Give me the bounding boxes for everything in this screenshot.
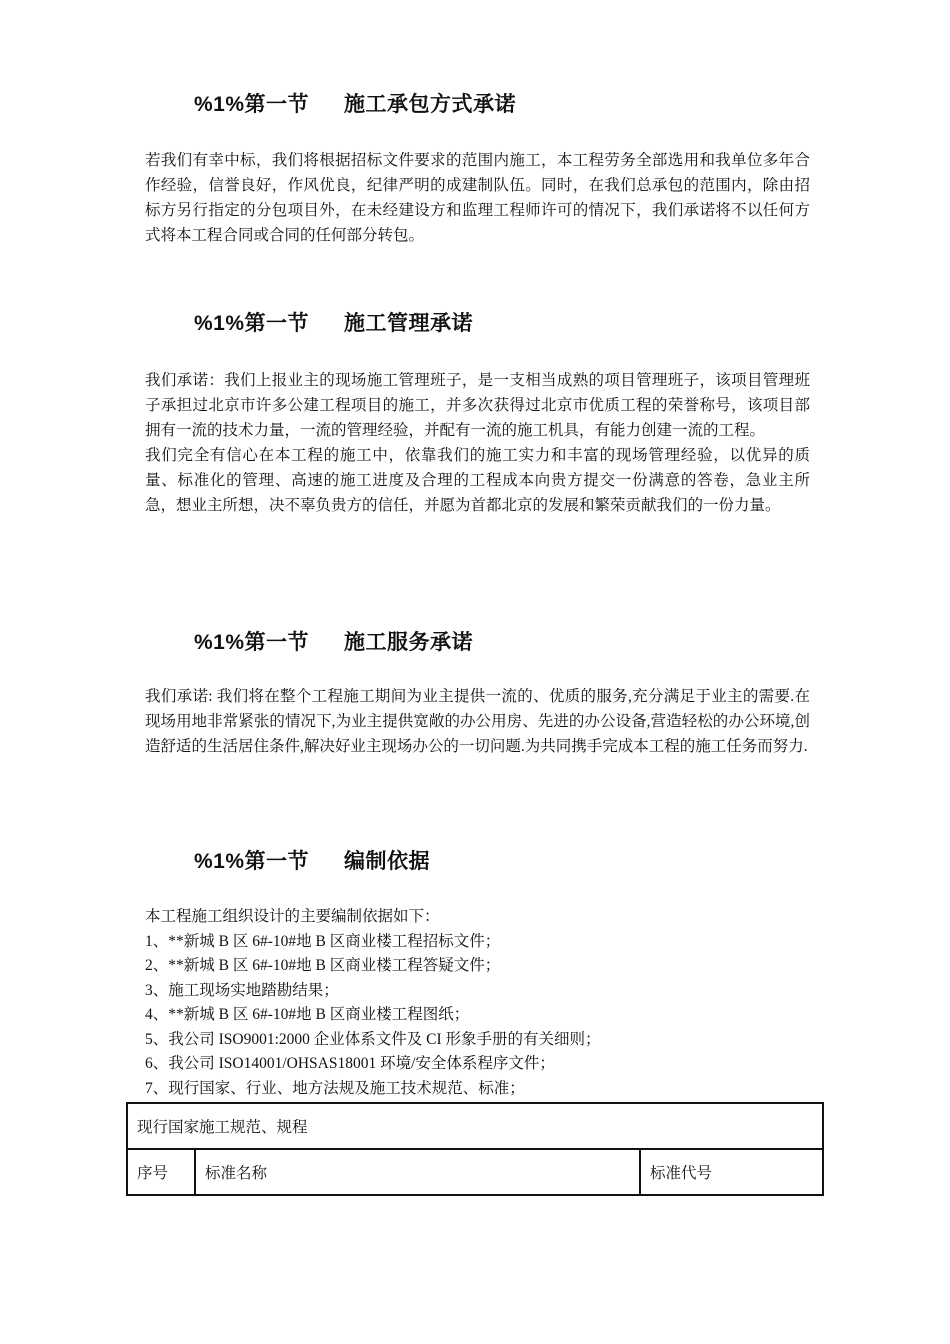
list-item: 4、**新城 B 区 6#-10#地 B 区商业楼工程图纸；	[145, 1006, 470, 1023]
table-caption-row	[127, 1103, 823, 1149]
list-item: 7、现行国家、行业、地方法规及施工技术规范、标准；	[145, 1079, 525, 1097]
section-title: 施工管理承诺	[344, 312, 473, 335]
table-header-row	[127, 1149, 823, 1195]
list-item: 2、**新城 B 区 6#-10#地 B 区商业楼工程答疑文件；	[145, 957, 501, 974]
section-title: 施工服务承诺	[344, 631, 473, 654]
section-heading	[194, 845, 430, 875]
section-heading	[194, 88, 516, 118]
section-heading	[194, 626, 473, 656]
list-item: 5、我公司 ISO9001:2000 企业体系文件及 CI 形象手册的有关细则；	[145, 1030, 601, 1048]
section-body	[145, 148, 810, 248]
list-item: 1、**新城 B 区 6#-10#地 B 区商业楼工程招标文件；	[145, 932, 501, 950]
paragraph: 我们完全有信心在本工程的施工中，依靠我们的施工实力和丰富的现场管理经验，以优异的质量、标准化的管理、高速的施工进度及合理的工程成本向贵方提交一份满意的答卷，急业主所急，想业主所想，决不辜负贵方的信任，并愿为首都北京的发展和繁荣贡献我们的一份力量。	[145, 447, 810, 514]
section-body	[145, 684, 810, 759]
section-number: %1%第一节	[194, 93, 310, 116]
section-body	[145, 368, 810, 518]
header-cell-name: 标准名称	[195, 1149, 640, 1195]
standards-table	[126, 1102, 824, 1196]
header-cell-number: 序号	[127, 1149, 195, 1195]
section-number: %1%第一节	[194, 850, 310, 873]
list-intro: 本工程施工组织设计的主要编制依据如下：	[145, 908, 440, 925]
list-item: 3、施工现场实地踏勘结果；	[145, 981, 339, 999]
header-cell-code: 标准代号	[640, 1149, 823, 1195]
section-title: 编制依据	[344, 850, 430, 873]
section-number: %1%第一节	[194, 312, 310, 335]
table-caption: 现行国家施工规范、规程	[127, 1103, 823, 1149]
section-heading	[194, 307, 473, 337]
list-item: 6、我公司 ISO14001/OHSAS18001 环境/安全体系程序文件；	[145, 1055, 555, 1072]
basis-list	[145, 905, 810, 1101]
section-title: 施工承包方式承诺	[344, 93, 516, 116]
section-number: %1%第一节	[194, 631, 310, 654]
paragraph: 若我们有幸中标，我们将根据招标文件要求的范围内施工，本工程劳务全部选用和我单位多年合作经验，信誉良好，作风优良，纪律严明的成建制队伍。同时，在我们总承包的范围内，除由招标方另行指定的分包项目外，在未经建设方和监理工程师许可的情况下，我们承诺将不以任何方式将本工程合同或合同的任何部分转包。	[145, 152, 810, 244]
paragraph: 我们承诺：我们上报业主的现场施工管理班子，是一支相当成熟的项目管理班子，该项目管理班子承担过北京市许多公建工程项目的施工，并多次获得过北京市优质工程的荣誉称号，该项目部拥有一流的技术力量，一流的管理经验，并配有一流的施工机具，有能力创建一流的工程。	[145, 372, 810, 439]
paragraph: 我们承诺: 我们将在整个工程施工期间为业主提供一流的、优质的服务,充分满足于业主的需要.在现场用地非常紧张的情况下,为业主提供宽敞的办公用房、先进的办公设备,营造轻松的办公环境,创造舒适的生活居住条件,解决好业主现场办公的一切问题.为共同携手完成本工程的施工任务而努力.	[145, 688, 810, 755]
